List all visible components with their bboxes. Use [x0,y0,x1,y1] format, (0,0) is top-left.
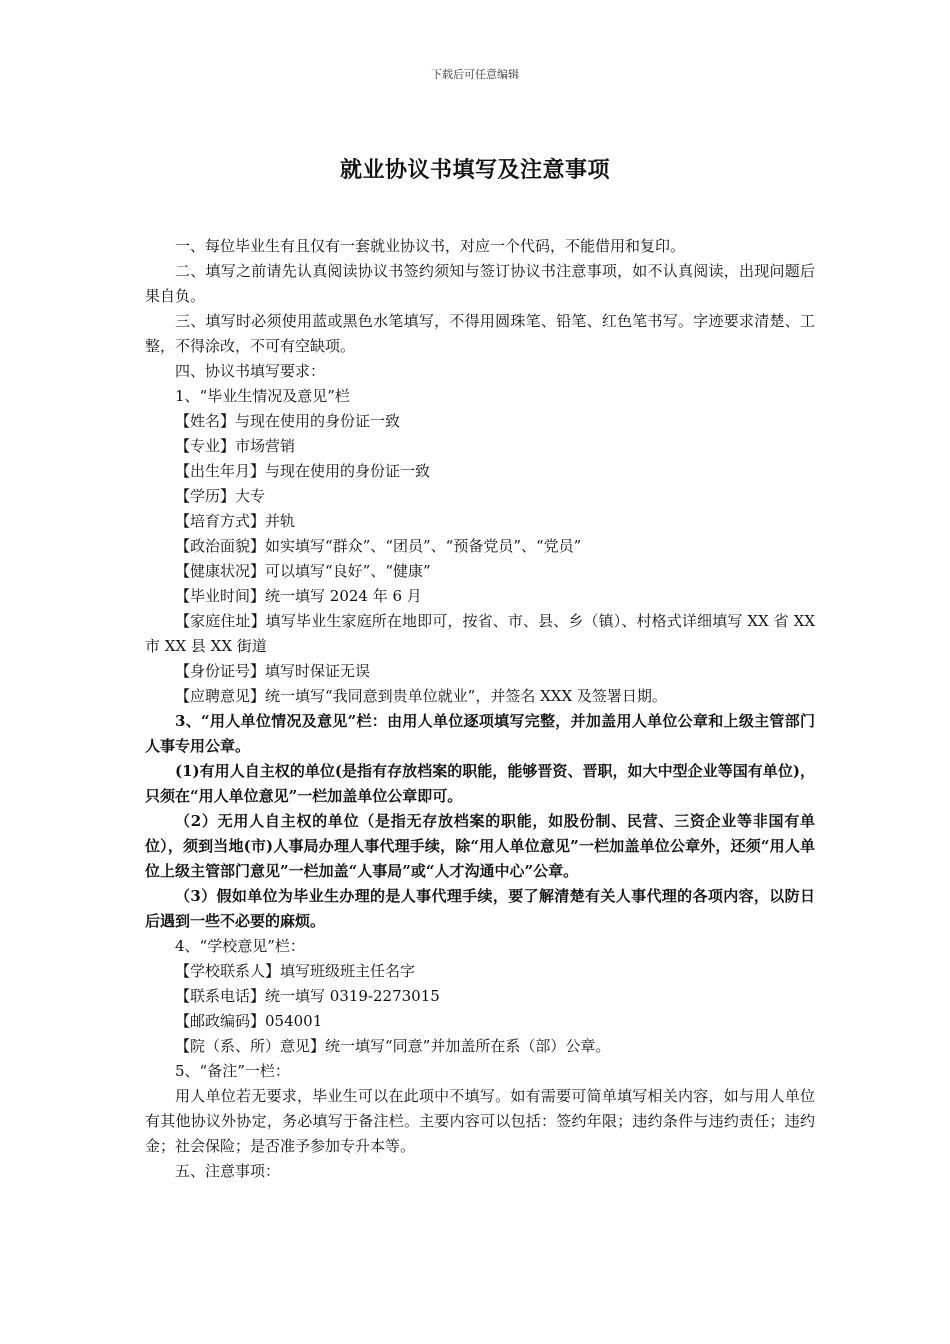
paragraph: 【专业】市场营销 [175,437,296,455]
paragraph: 【身份证号】填写时保证无误 [175,662,371,680]
paragraph: 【政治面貌】如实填写“群众”、“团员”、“预备党员”、“党员” [175,537,582,555]
paragraph: 【学校联系人】填写班级班主任名字 [175,962,416,980]
paragraph: 4、“学校意见”栏： [175,937,305,955]
paragraph: 【邮政编码】054001 [175,1012,323,1030]
paragraph: 【院（系、所）意见】统一填写“同意”并加盖所在系（部）公章。 [175,1037,611,1055]
paragraph: 用人单位若无要求，毕业生可以在此项中不填写。如有需要可简单填写相关内容，如与用人单位有其他协议外协定，务必填写于备注栏。主要内容可以包括：签约年限；违约条件与违约责任；违约金；社会保险；是否准予参加专升本等。 [145,1087,815,1155]
paragraph: 一、每位毕业生有且仅有一套就业协议书，对应一个代码，不能借用和复印。 [175,237,686,255]
paragraph: 【学历】大专 [175,487,266,505]
paragraph-bold: (1)有用人自主权的单位(是指有存放档案的职能，能够晋资、晋职，如大中型企业等国有单位)，只须在“用人单位意见”一栏加盖单位公章即可。 [145,762,815,805]
document-title: 就业协议书填写及注意事项 [339,157,610,183]
paragraph: 【毕业时间】统一填写 2024 年 6 月 [175,587,422,605]
document-body [145,234,815,1184]
header-note: 下载后可任意编辑 [431,68,519,81]
paragraph: 二、填写之前请先认真阅读协议书签约须知与签订协议书注意事项，如不认真阅读，出现问题后果自负。 [145,262,815,305]
paragraph: 【培育方式】并轨 [175,512,296,530]
paragraph-bold: （2）无用人自主权的单位（是指无存放档案的职能，如股份制、民营、三资企业等非国有单位），须到当地(市)人事局办理人事代理手续，除“用人单位意见”一栏加盖单位公章外，还须“用人单位上级主管部门意见”一栏加盖“人事局”或“人才沟通中心”公章。 [145,812,815,880]
paragraph: 【健康状况】可以填写“良好”、“健康” [175,562,431,580]
paragraph-bold: （3）假如单位为毕业生办理的是人事代理手续，要了解清楚有关人事代理的各项内容，以防日后遇到一些不必要的麻烦。 [145,887,815,930]
paragraph: 【出生年月】与现在使用的身份证一致 [175,462,431,480]
paragraph: 【家庭住址】填写毕业生家庭所在地即可，按省、市、县、乡（镇）、村格式详细填写 XX 省 XX 市 XX 县 XX 街道 [145,612,815,655]
paragraph: 四、协议书填写要求： [175,362,326,380]
paragraph: 【应聘意见】统一填写“我同意到贵单位就业”，并签名 XXX 及签署日期。 [175,687,667,705]
paragraph: 1、“毕业生情况及意见”栏 [175,387,350,405]
paragraph-bold: 3、“用人单位情况及意见”栏：由用人单位逐项填写完整，并加盖用人单位公章和上级主管部门人事专用公章。 [145,712,815,755]
paragraph: 三、填写时必须使用蓝或黑色水笔填写，不得用圆珠笔、铅笔、红色笔书写。字迹要求清楚、工整，不得涂改，不可有空缺项。 [145,312,815,355]
paragraph: 【联系电话】统一填写 0319-2273015 [175,987,440,1005]
paragraph: 五、注意事项： [175,1162,281,1180]
paragraph: 5、“备注”一栏： [175,1062,290,1080]
paragraph: 【姓名】与现在使用的身份证一致 [175,412,401,430]
